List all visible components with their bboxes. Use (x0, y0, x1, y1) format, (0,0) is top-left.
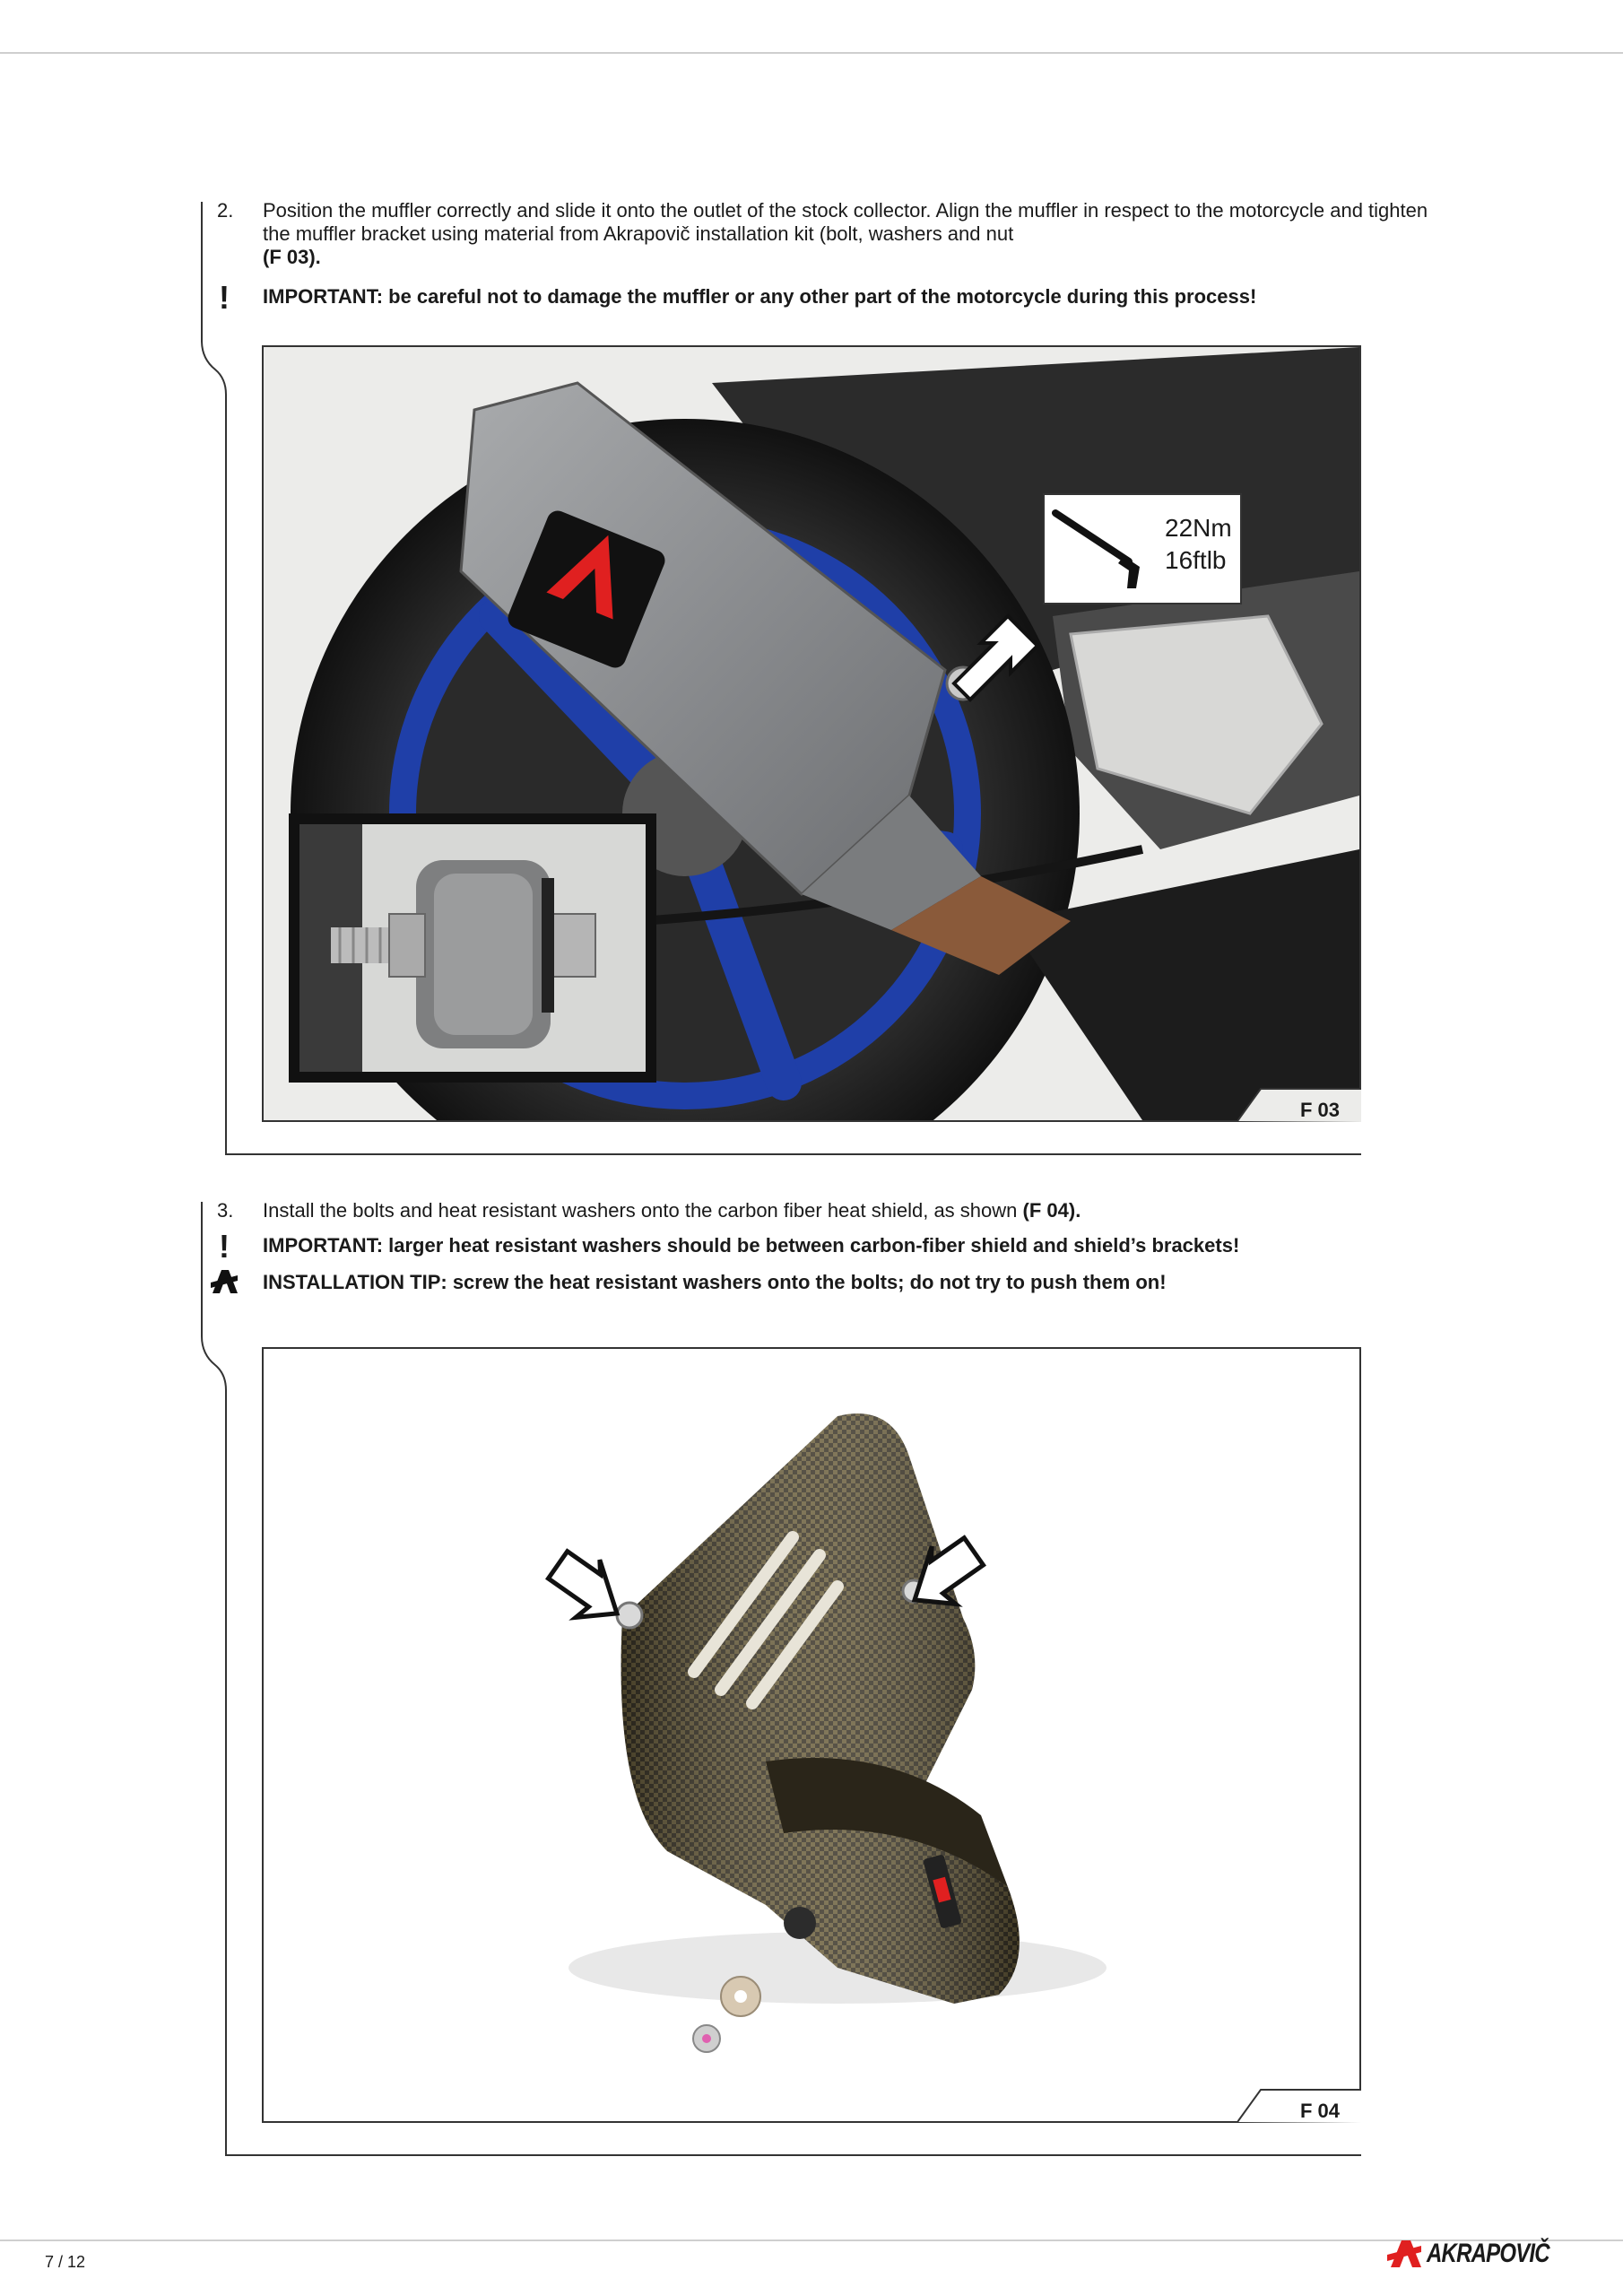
heat-shield-illustration (264, 1349, 1359, 2121)
step-3-installation-tip: INSTALLATION TIP: screw the heat resistant washers onto the bolts; do not try to push them on! (263, 1271, 1167, 1293)
torque-wrench-icon (1052, 506, 1150, 596)
figure-4-label-tab (1237, 2086, 1361, 2123)
step-3-figure-ref: (F 04). (1022, 1199, 1081, 1222)
step-3-number: 3. (217, 1199, 234, 1222)
step-2-text (263, 199, 1437, 269)
figure-3-label-tab (1237, 1085, 1361, 1122)
step-3-body: Install the bolts and heat resistant washers onto the carbon fiber heat shield, as shown (263, 1199, 1023, 1222)
bracket-closeup-illustration (299, 824, 646, 1072)
top-rule (0, 52, 1623, 54)
bottom-rule (0, 2239, 1623, 2241)
brand-logo (1385, 2231, 1549, 2281)
torque-spec-box (1043, 493, 1242, 604)
step-3-important: IMPORTANT: larger heat resistant washers should be between carbon-fiber shield and shield’s brackets! (263, 1234, 1240, 1257)
figure-4-label: F 04 (1300, 2100, 1341, 2122)
step-2-body: Position the muffler correctly and slide it onto the outlet of the stock collector. Align the muffler in respect to the motorcycle and tighten the muffler bracket using material from Akrapovič installation kit (bolt, washers and nut (263, 199, 1428, 245)
page-number: 7 / 12 (45, 2253, 86, 2271)
warning-icon: ! (219, 1228, 230, 1265)
akrapovic-tip-icon (209, 1266, 239, 1297)
warning-icon: ! (219, 279, 230, 316)
brand-wordmark: AKRAPOVIČ (1427, 2239, 1549, 2268)
torque-nm: 22Nm (1165, 514, 1232, 542)
step-2-figure-ref: (F 03). (263, 246, 321, 268)
step-2-important: IMPORTANT: be careful not to damage the muffler or any other part of the motorcycle during this process! (263, 285, 1257, 308)
step-3-text (263, 1199, 1437, 1222)
figure-4-photo (262, 1347, 1361, 2123)
figure-3-label: F 03 (1300, 1099, 1341, 1121)
step-2-number: 2. (217, 199, 234, 222)
figure-3-inset-photo (289, 813, 656, 1083)
torque-ftlb: 16ftlb (1165, 546, 1227, 574)
